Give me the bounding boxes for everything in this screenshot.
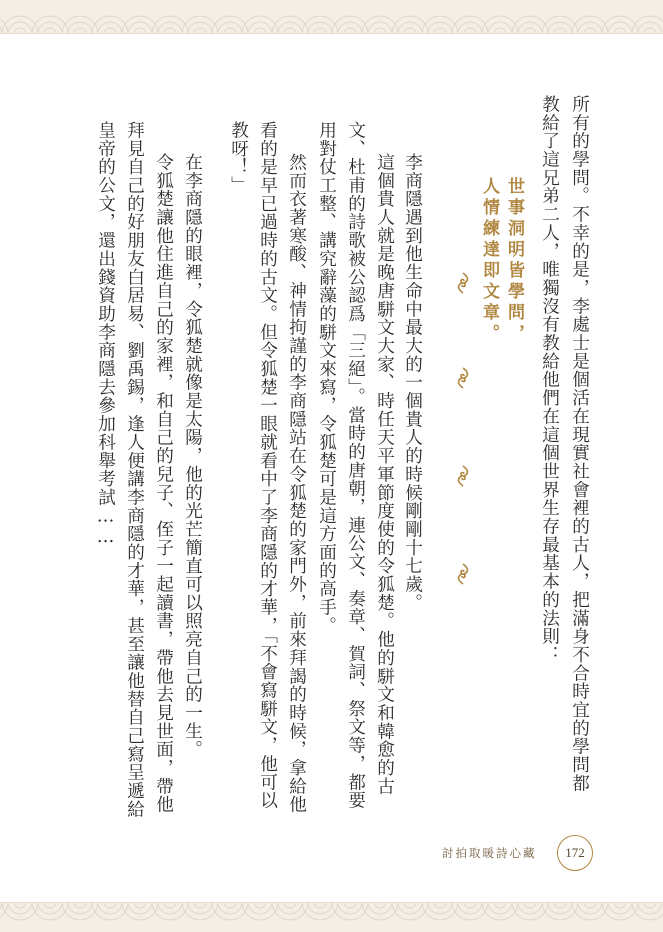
scroll-ornament-icon: [450, 270, 476, 296]
text-column: 教呀！」: [228, 121, 249, 195]
bottom-decorative-band: [0, 902, 663, 932]
motto-line: 世事洞明皆學問，: [504, 177, 524, 345]
text-column: 所有的學問。不幸的是，李處士是個活在現實社會裡的古人，把滿身不合時宜的學問都: [569, 95, 590, 793]
text-column: 看的是早已過時的古文。但令狐楚一眼就看中了李商隱的才華，「不會寫駢文，他可以: [257, 121, 278, 810]
text-column: 令狐楚讓他住進自己的家裡，和自己的兒子、侄子一起讀書，帶他去見世面，帶他: [153, 153, 174, 814]
page-number: 172: [565, 845, 585, 860]
motto-line: 人情練達即文章。: [479, 177, 499, 345]
text-column: 教給了這兄弟二人，唯獨沒有教給他們在這個世界生存最基本的法則：: [539, 95, 560, 664]
text-column: 用對仗工整、講究辭藻的駢文來寫，令狐楚可是這方面的高手。: [316, 121, 337, 635]
scroll-ornament-icon: [450, 463, 476, 489]
running-title: 討拍取暖詩心藏: [442, 846, 537, 860]
text-column: 拜見自己的好朋友白居易、劉禹錫，逢人便講李商隱的才華，甚至讓他替自己寫呈遞給: [124, 121, 145, 819]
text-column: 然而衣著寒酸、神情拘謹的李商隱站在令狐楚的家門外，前來拜謁的時候，拿給他: [286, 153, 307, 814]
page-number-badge: [557, 835, 593, 871]
top-decorative-band: [0, 0, 663, 34]
text-column: 這個貴人就是晚唐駢文大家、時任天平軍節度使的令狐楚。他的駢文和韓愈的古: [374, 153, 395, 796]
text-column: 李商隱遇到他生命中最大的一個貴人的時候剛剛十七歲。: [402, 153, 423, 612]
text-column: 在李商隱的眼裡，令狐楚就像是太陽，他的光芒簡直可以照亮自己的一生。: [182, 153, 203, 759]
text-column: 皇帝的公文，還出錢資助李商隱去參加科舉考試……: [95, 121, 116, 548]
scroll-ornament-icon: [450, 365, 476, 391]
page-body: [70, 95, 595, 835]
scroll-ornament-icon: [450, 561, 476, 587]
text-column: 文、杜甫的詩歌被公認爲「三絕」。當時的唐朝，連公文、奏章、賀詞、祭文等，都要: [345, 121, 366, 810]
